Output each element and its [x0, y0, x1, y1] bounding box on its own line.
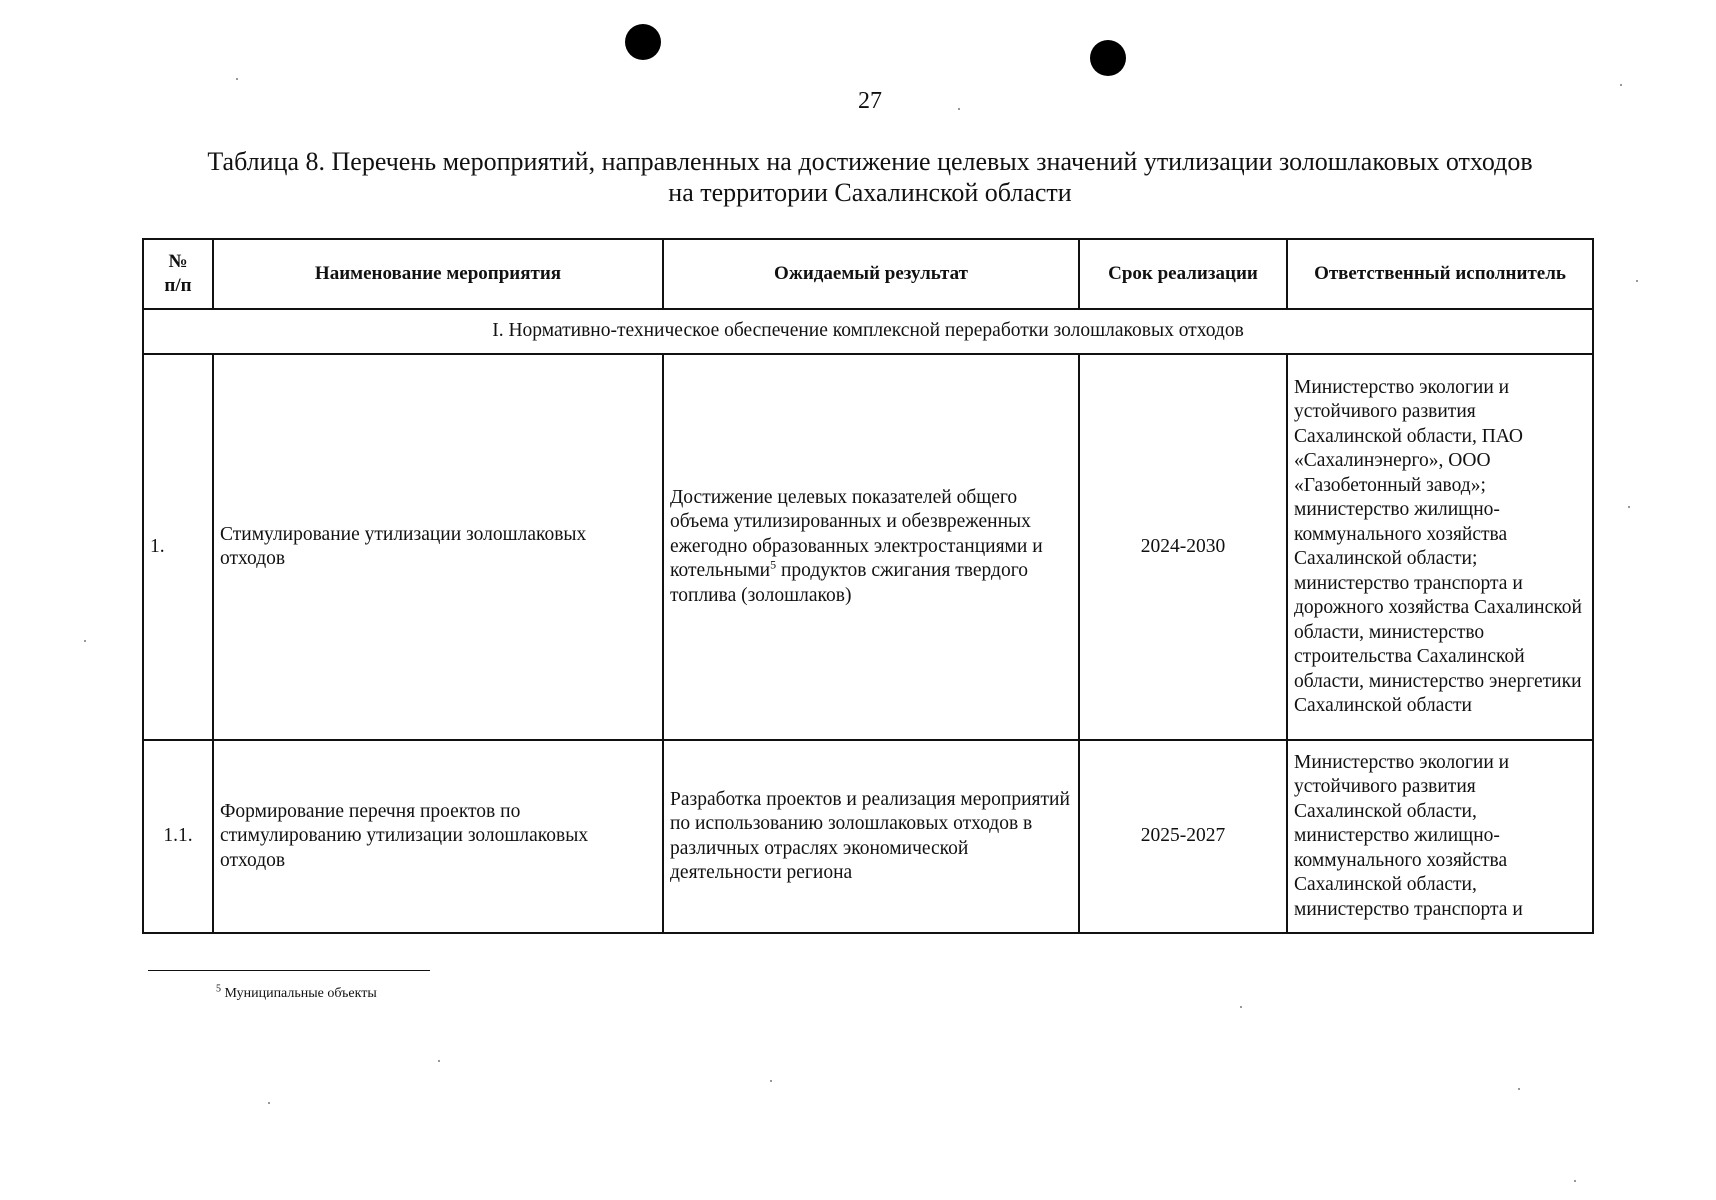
row-expected-result — [663, 354, 1079, 740]
row-responsible: Министерство экологии и устойчивого развития Сахалинской области, министерство жилищно-коммунального хозяйства Сахалинской области, министерство транспорта и — [1287, 740, 1593, 933]
row-term: 2025-2027 — [1079, 740, 1287, 933]
scan-speck — [958, 108, 960, 110]
footnote-mark: 5 — [216, 983, 221, 995]
table-title — [140, 146, 1600, 208]
row-responsible: Министерство экологии и устойчивого развития Сахалинской области, ПАО «Сахалинэнерго», ООО «Газобетонный завод»; министерство жилищно-коммунального хозяйства Сахалинской области; министерство транспорта и дорожного хозяйства Сахалинской области, министерство строительства Сахалинской области, министерство энергетики Сахалинской области — [1287, 354, 1593, 740]
scan-speck — [1636, 280, 1638, 282]
scan-speck — [438, 1060, 440, 1062]
row-expected-result: Разработка проектов и реализация мероприятий по использованию золошлаковых отходов в различных отраслях экономической деятельности региона — [663, 740, 1079, 933]
header-result: Ожидаемый результат — [663, 239, 1079, 309]
row-expected-result-text: Достижение целевых показателей общего объема утилизированных и обезвреженных ежегодно образованных электростанциями и котельными — [670, 486, 1043, 582]
footnote-reference: 5 — [770, 557, 777, 572]
page-number: 27 — [858, 88, 882, 114]
scan-speck — [1620, 84, 1622, 86]
section-row — [143, 309, 1593, 354]
header-num — [143, 239, 213, 309]
row-expected-result-text-continued: продуктов сжигания твердого топлива (золошлаков) — [670, 560, 1028, 606]
punch-hole-left — [625, 24, 661, 60]
row-measure-name: Стимулирование утилизации золошлаковых отходов — [213, 354, 663, 740]
header-num-abbr: п/п — [164, 275, 192, 296]
row-number: 1.1. — [143, 740, 213, 933]
scan-speck — [236, 78, 238, 80]
scan-speck — [1240, 1006, 1242, 1008]
footnote-separator — [148, 970, 430, 971]
scan-speck — [1518, 1088, 1520, 1090]
table-row — [143, 740, 1593, 933]
section-heading: I. Нормативно-техническое обеспечение комплексной переработки золошлаковых отходов — [143, 309, 1593, 354]
scan-speck — [1628, 506, 1630, 508]
header-responsible: Ответственный исполнитель — [1287, 239, 1593, 309]
scan-speck — [268, 1102, 270, 1104]
table-row — [143, 354, 1593, 740]
footnote — [216, 983, 377, 1002]
punch-hole-right — [1090, 40, 1126, 76]
table-title-line-1: Таблица 8. Перечень мероприятий, направленных на достижение целевых значений утилизации золошлаковых отходов — [207, 147, 1533, 176]
scan-speck — [1574, 1180, 1576, 1182]
table-header-row — [143, 239, 1593, 309]
table-title-line-2: на территории Сахалинской области — [668, 178, 1072, 207]
row-term: 2024-2030 — [1079, 354, 1287, 740]
header-term: Срок реализации — [1079, 239, 1287, 309]
scan-speck — [770, 1080, 772, 1082]
row-measure-name: Формирование перечня проектов по стимулированию утилизации золошлаковых отходов — [213, 740, 663, 933]
scan-speck — [84, 640, 86, 642]
row-number: 1. — [143, 354, 213, 740]
header-name: Наименование мероприятия — [213, 239, 663, 309]
measures-table — [142, 238, 1594, 934]
footnote-text: Муниципальные объекты — [221, 986, 377, 1001]
header-num-symbol: № — [168, 250, 188, 272]
